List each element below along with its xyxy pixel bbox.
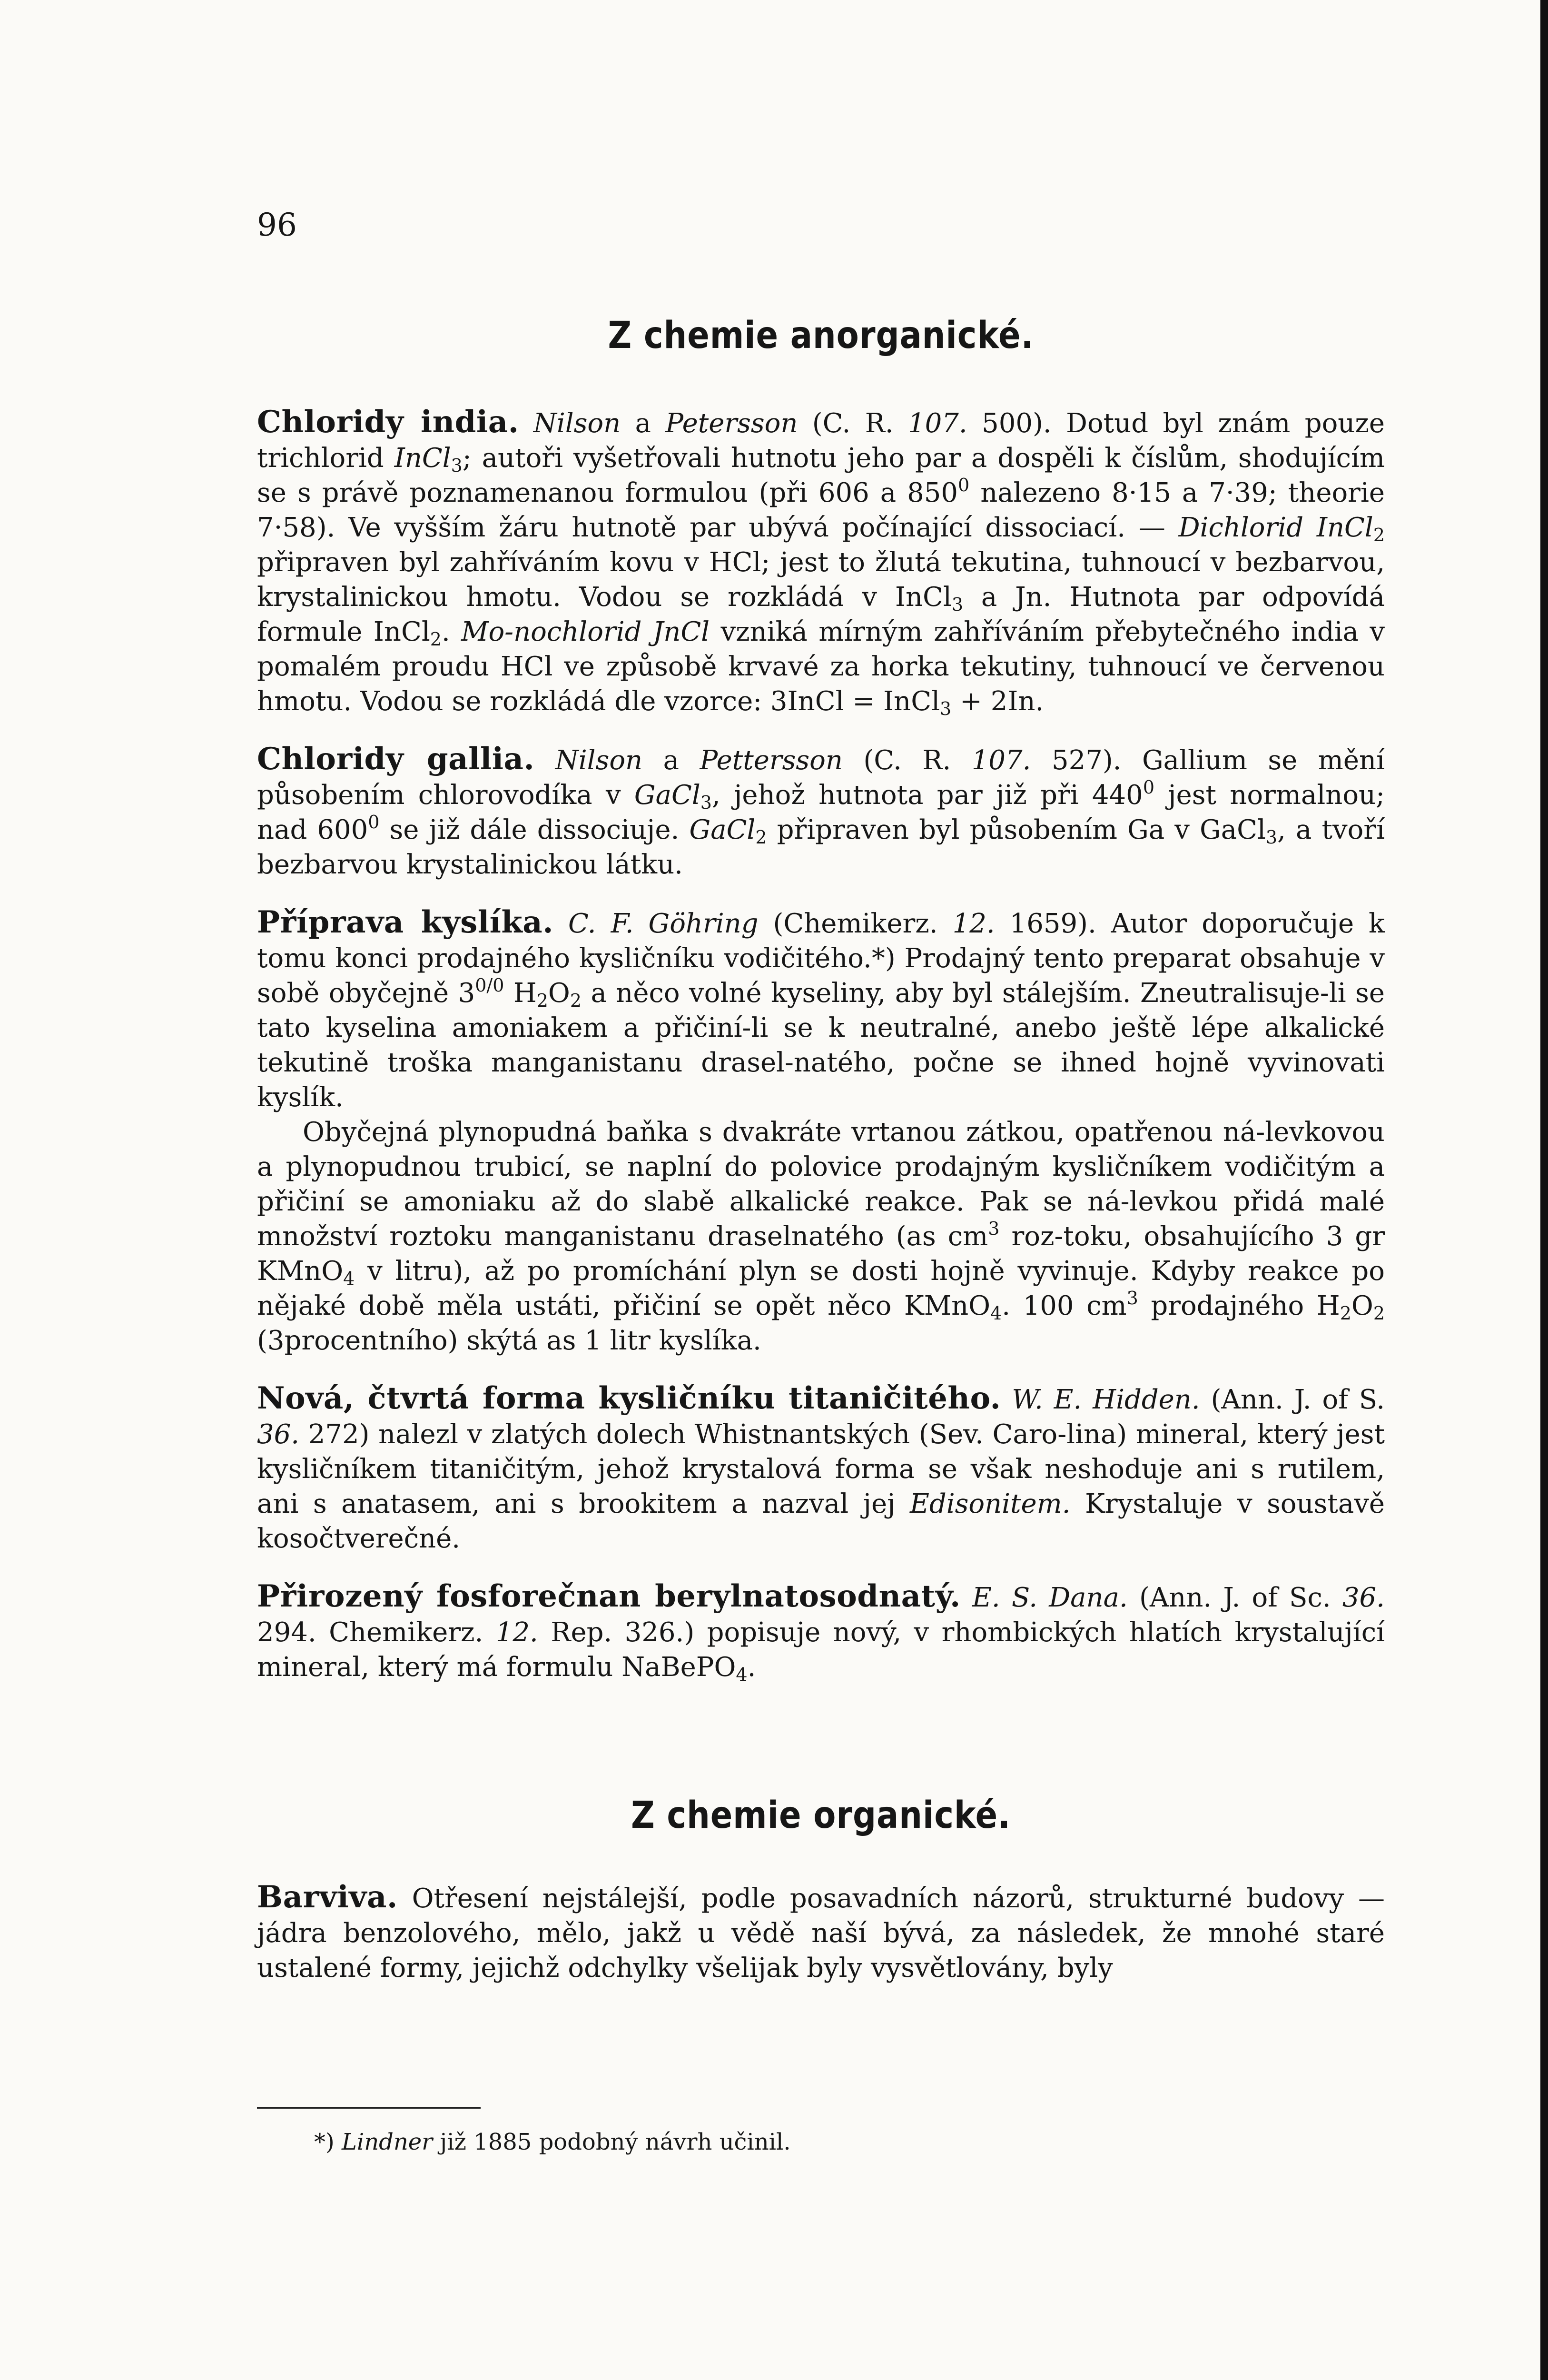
text-run: jest normalnou; nad 600 <box>257 780 1385 845</box>
footnote <box>314 2128 791 2156</box>
ref-volume: 36. <box>1342 1582 1385 1613</box>
text-run: (Chemikerz. <box>758 908 953 939</box>
scan-edge <box>1540 0 1548 2380</box>
superscript: 0 <box>1143 777 1154 798</box>
text-run: nalezeno 8·15 a 7·39; theorie 7·58). Ve vyšším žáru hutnotě par ubývá počínající dissociací. — <box>257 477 1385 543</box>
text-run: a Jn. Hutnota par odpovídá formule InCl <box>257 582 1385 647</box>
text-run: Krystaluje v soustavě kosočtverečné. <box>257 1488 1385 1554</box>
entry-heading: Příprava kyslíka. <box>257 904 553 940</box>
text-run: H <box>504 978 537 1009</box>
entry-chloridy-india <box>257 405 1385 719</box>
ref-volume: 12. <box>495 1617 538 1648</box>
superscript: 3 <box>988 1218 1000 1239</box>
text-run: vzniká mírným zahříváním přebytečného india v pomalém proudu HCl ve způsobě krvavé za horka tekutiny, tuhnoucí ve červenou hmotu. Vodou se rozkládá dle vzorce: 3InCl = InCl <box>257 616 1385 717</box>
text-run: Rep. 326.) popisuje nový, v rhombických hlatích krystalující mineral, který má formulu NaBePO <box>257 1617 1385 1683</box>
subscript: 2 <box>1373 525 1385 545</box>
entry-heading: Barviva. <box>257 1879 398 1915</box>
entry-heading: Přirozený fosforečnan berylnatosodnatý. <box>257 1578 961 1614</box>
subscript: 3 <box>951 594 963 615</box>
text-run: roz-toku, obsahujícího 3 gr KMnO <box>257 1221 1385 1287</box>
entry-heading: Nová, čtvrtá forma kysličníku titaničitého. <box>257 1380 1001 1416</box>
footnote-author: Lindner <box>341 2129 433 2155</box>
formula: GaCl <box>634 780 700 811</box>
text-run: a <box>621 408 666 439</box>
page-number: 96 <box>257 207 297 243</box>
subscript: 4 <box>736 1664 748 1685</box>
text-run: se již dále dissociuje. <box>379 814 690 845</box>
text-run: . <box>747 1652 756 1683</box>
superscript: 3 <box>1126 1288 1138 1309</box>
entry-chloridy-gallia <box>257 742 1385 882</box>
text-run: , jehož hutnota par již při 440 <box>711 780 1143 811</box>
subscript: 3 <box>939 698 952 719</box>
subscript: 4 <box>343 1268 355 1289</box>
footnote-text: již 1885 podobný návrh učinil. <box>433 2129 791 2155</box>
formula: GaCl <box>689 814 756 845</box>
entry-priprava-kyslika <box>257 905 1385 1115</box>
text-run: a něco volné kyseliny, aby byl stálejším. Zneutralisuje-li se tato kyselina amoniakem a přičiní-li se k neutralné, anebo ještě lépe alkalické tekutině troška manganistanu drasel-natého, počne se ihned hojně vyvinovati kyslík. <box>257 978 1385 1113</box>
subscript: 2 <box>430 629 442 650</box>
ref-volume: 107. <box>971 745 1031 776</box>
text-run: (Ann. J. of S. <box>1200 1384 1385 1415</box>
subscript: 3 <box>1265 827 1278 848</box>
entry-author: W. E. Hidden. <box>1012 1384 1200 1415</box>
text-run: (C. R. <box>798 408 908 439</box>
footnote-rule <box>257 2107 481 2109</box>
text-run: + 2In. <box>951 686 1044 717</box>
entry-author: E. S. Dana. <box>972 1582 1128 1613</box>
subscript: 4 <box>990 1303 1002 1324</box>
text-run: . 100 cm <box>1002 1290 1127 1321</box>
text-run: (3procentního) skýtá as 1 litr kyslíka. <box>257 1325 761 1356</box>
subscript: 2 <box>570 990 582 1011</box>
footnote-mark: *) <box>314 2129 342 2155</box>
text-run: 500). Dotud byl znám pouze trichlorid <box>257 408 1385 474</box>
ref-volume: 12. <box>952 908 995 939</box>
superscript: 0/0 <box>475 975 504 996</box>
entry-author: C. F. Göhring <box>568 908 759 939</box>
formula: InCl <box>394 443 451 474</box>
subscript: 3 <box>700 792 712 813</box>
subscript: 2 <box>755 827 767 848</box>
mineral-name: Edisonitem. <box>909 1488 1071 1519</box>
section-title-organic: Z chemie organické. <box>631 1794 1011 1837</box>
text-run: O <box>1351 1290 1373 1321</box>
entry-heading: Chloridy gallia. <box>257 741 535 777</box>
formula: Mo-nochlorid JnCl <box>461 616 710 647</box>
entry-nova-forma-titanicity <box>257 1381 1385 1556</box>
text-run: ; autoři vyšetřovali hutnotu jeho par a dospěli k číslům, shodujícím se s právě poznamenanou formulou (při 606 a 850 <box>257 443 1385 508</box>
subscript: 2 <box>1340 1303 1351 1324</box>
text-run: 1659). Autor doporučuje k tomu konci prodajného kysličníku vodičitého.*) Prodajný tento preparat obsahuje v sobě obyčejně 3 <box>257 908 1385 1009</box>
page-content <box>257 286 1385 2008</box>
entry-barviva <box>257 1880 1385 1985</box>
entry-author: Petersson <box>665 408 798 439</box>
text-run: 272) nalezl v zlatých dolech Whistnantských (Sev. Caro-lina) mineral, který jest kysličníkem titaničitým, jehož krystalová forma se však neshoduje ani s rutilem, ani s anatasem, ani s brookitem a nazval jej <box>257 1419 1385 1519</box>
superscript: 0 <box>368 812 380 833</box>
text-run: Obyčejná plynopudná baňka s dvakráte vrtanou zátkou, opatřenou ná-levkovou a plynopudnou trubicí, se naplní do polovice prodajným kysličníkem vodičitým a přičiní se amoniaku až do slabě alkalické reakce. Pak se ná-levkou přidá malé množství roztoku manganistanu draselnatého (as cm <box>257 1117 1385 1252</box>
text-run: a <box>642 745 700 776</box>
entry-heading: Chloridy india. <box>257 404 519 440</box>
text-run: v litru), až po promíchání plyn se dosti hojně vyvinuje. Kdyby reakce po nějaké době měla ustáti, přičiní se opět něco KMnO <box>257 1256 1385 1321</box>
superscript: 0 <box>958 475 970 496</box>
text-run: připraven byl zahříváním kovu v HCl; jest to žlutá tekutina, tuhnoucí v bezbarvou, krystalinickou hmotu. Vodou se rozkládá v InCl <box>257 547 1385 613</box>
text-run: prodajného H <box>1138 1290 1340 1321</box>
entry-author: Pettersson <box>700 745 843 776</box>
text-run: O <box>548 978 570 1009</box>
text-run: (C. R. <box>842 745 972 776</box>
subscript: 2 <box>536 990 548 1011</box>
text-run: 527). Gallium se mění působením chlorovodíka v <box>257 745 1385 811</box>
text-run: . <box>441 616 462 647</box>
ref-volume: 107. <box>908 408 967 439</box>
ref-volume: 36. <box>257 1419 300 1450</box>
entry-priprava-kyslika-paragraph-2 <box>257 1115 1385 1358</box>
subscript: 2 <box>1373 1303 1385 1324</box>
text-run: (Ann. J. of Sc. <box>1127 1582 1342 1613</box>
text-run: , a tvoří bezbarvou krystalinickou látku. <box>257 814 1385 880</box>
entry-fosforecnan-berylnatosodnaty <box>257 1579 1385 1685</box>
formula: Dichlorid InCl <box>1178 512 1373 543</box>
text-run: připraven byl působením Ga v GaCl <box>767 814 1266 845</box>
section-title-inorganic: Z chemie anorganické. <box>608 314 1034 357</box>
entry-author: Nilson <box>533 408 621 439</box>
entry-author: Nilson <box>555 745 643 776</box>
subscript: 3 <box>451 455 463 476</box>
text-run: 294. Chemikerz. <box>257 1617 496 1648</box>
text-run: Otřesení nejstálejší, podle posavadních názorů, strukturné budovy — jádra benzolového, mělo, jakž u vědě naší bývá, za následek, že mnohé staré ustalené formy, jejichž odchylky všelijak byly vysvětlovány, byly <box>257 1883 1385 1983</box>
